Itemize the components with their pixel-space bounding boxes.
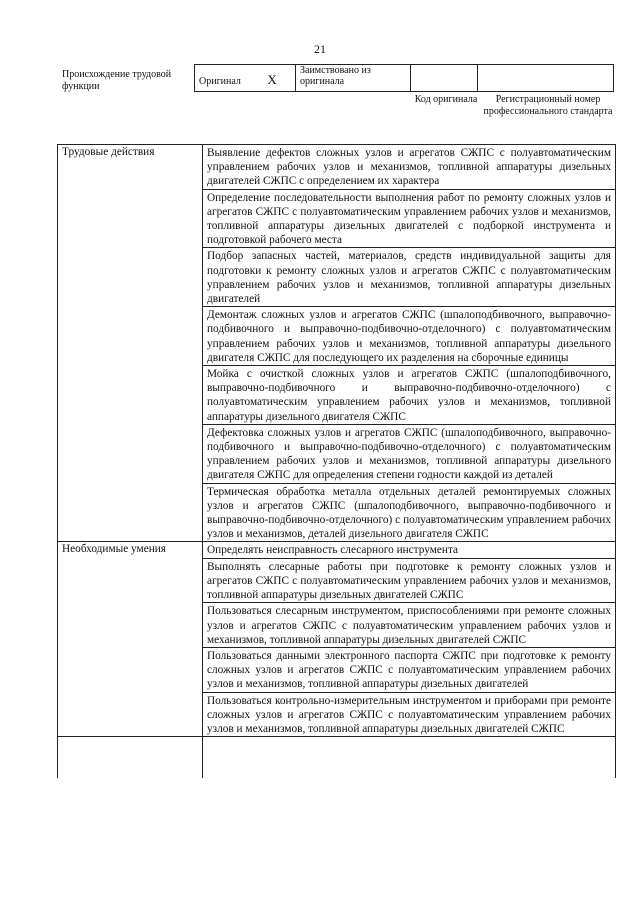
table-cell: Демонтаж сложных узлов и агрегатов СЖПС (шпалоподбивочного, выправочно-подбивочного и выправочно-подбивочно-отделочного) с полуавтоматическим управлением рабочих узлов и механизмов, топливной аппаратуры дизельного двигателя СЖПС для последующего их разделения на сборочные единицы: [203, 307, 616, 366]
table-row: [58, 145, 616, 190]
origin-original-mark: X: [267, 72, 277, 87]
table-cell: Дефектовка сложных узлов и агрегатов СЖПС (шпалоподбивочного, выправочно-подбивочного и выправочно-подбивочно-отделочного) с полуавтоматическим управлением рабочих узлов и механизмов, топливной аппаратуры дизельного двигателя СЖПС для определения степени годности каждой из деталей: [203, 424, 616, 483]
functions-table: [57, 144, 616, 778]
table-continuation-row: [58, 737, 616, 779]
table-cell: Пользоваться данными электронного паспорта СЖПС при подготовке к ремонту сложных узлов и агрегатов СЖПС с полуавтоматическим управлением рабочих узлов и механизмов, топливной аппаратуры дизельных двигателей: [203, 647, 616, 692]
empty-cell: [203, 737, 616, 779]
page-number: 21: [314, 42, 326, 56]
table-cell: Пользоваться слесарным инструментом, приспособлениями при ремонте сложных узлов и агрегатов СЖПС с полуавтоматическим управлением рабочих узлов и механизмов, топливной аппаратуры дизельных двигателей СЖПС: [203, 603, 616, 648]
code-caption: Код оригинала: [414, 94, 478, 105]
table-row: [58, 542, 616, 558]
empty-cell: [58, 737, 203, 779]
table-cell: Мойка с очисткой сложных узлов и агрегатов СЖПС (шпалоподбивочного, выправочно-подбивочного и выправочно-подбивочно-отделочного) с полуавтоматическим управлением рабочих узлов и механизмов, топливной аппаратуры дизельного двигателя СЖПС: [203, 366, 616, 425]
table-cell: Определять неисправность слесарного инструмента: [203, 542, 616, 558]
origin-original-label: Оригинал: [199, 76, 241, 87]
origin-original-cell: [195, 65, 296, 92]
table-cell: Определение последовательности выполнения работ по ремонту сложных узлов и агрегатов СЖПС с полуавтоматическим управлением рабочих узлов и механизмов, топливной аппаратуры дизельных двигателей с подборкой инструмента и подготовкой рабочего места: [203, 189, 616, 248]
origin-borrowed-cell: Заимствовано из оригинала: [296, 65, 411, 92]
reg-number-caption: Регистрационный номер профессионального стандарта: [483, 94, 613, 117]
table-cell: Подбор запасных частей, материалов, средств индивидуальной защиты для подготовки к ремонту сложных узлов и агрегатов СЖПС с полуавтоматическим управлением рабочих узлов и механизмов, топливной аппаратуры дизельных двигателей: [203, 248, 616, 307]
section-label: Необходимые умения: [58, 542, 203, 737]
origin-label: Происхождение трудовой функции: [62, 69, 172, 92]
origin-table: [194, 64, 614, 92]
table-cell: Термическая обработка металла отдельных деталей ремонтируемых сложных узлов и агрегатов СЖПС (шпалоподбивочного, выправочно-подбивочного и выправочно-подбивочно-отделочного) с полуавтоматическим управлением рабочих узлов и механизмов, деталей дизельного двигателя СЖПС: [203, 483, 616, 542]
table-cell: Пользоваться контрольно-измерительным инструментом и приборами при ремонте сложных узлов и агрегатов СЖПС с полуавтоматическим управлением рабочих узлов и механизмов, топливной аппаратуры дизельных двигателей СЖПС: [203, 692, 616, 737]
table-cell: Выявление дефектов сложных узлов и агрегатов СЖПС с полуавтоматическим управлением рабочих узлов и механизмов, топливной аппаратуры дизельных двигателей СЖПС с определением их характера: [203, 145, 616, 190]
origin-reg-cell: [478, 65, 614, 92]
origin-code-cell: [411, 65, 478, 92]
table-cell: Выполнять слесарные работы при подготовке к ремонту сложных узлов и агрегатов СЖПС с полуавтоматическим управлением рабочих узлов и механизмов, топливной аппаратуры дизельных двигателей СЖПС: [203, 558, 616, 603]
section-label: Трудовые действия: [58, 145, 203, 542]
